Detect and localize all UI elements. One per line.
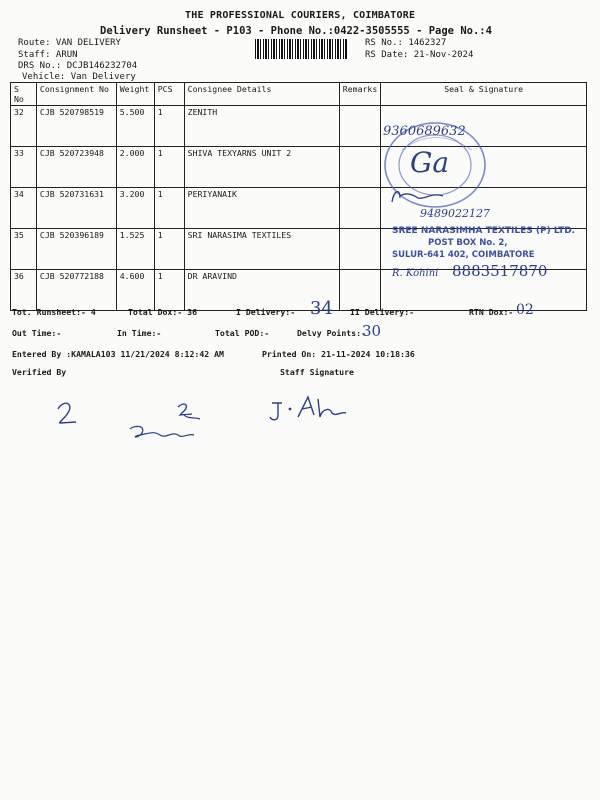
cell-consignee: SHIVA TEXYARNS UNIT 2 bbox=[184, 147, 339, 188]
total-runsheet: Tot. Runsheet:- 4 bbox=[12, 307, 96, 317]
handwritten-signature-row34 bbox=[388, 186, 448, 208]
rtn-dox-label: RTN Dox:- bbox=[469, 307, 514, 317]
cell-pcs: 1 bbox=[154, 106, 184, 147]
total-dox: Total Dox:- 36 bbox=[128, 307, 198, 317]
cell-consignment: CJB 520798519 bbox=[36, 106, 116, 147]
col-header-consignee: Consignee Details bbox=[184, 83, 339, 106]
cell-consignee: SRI NARASIMA TEXTILES bbox=[184, 229, 339, 270]
cell-weight: 2.000 bbox=[116, 147, 154, 188]
col-header-weight: Weight bbox=[116, 83, 154, 106]
cell-sno: 33 bbox=[11, 147, 37, 188]
cell-pcs: 1 bbox=[154, 270, 184, 311]
verified-by-label: Verified By bbox=[12, 367, 67, 377]
staff-label: Staff: ARUN bbox=[18, 50, 78, 60]
delvy-points-value: 30 bbox=[362, 322, 382, 340]
company-stamp-line3: SULUR-641 402, COIMBATORE bbox=[392, 250, 535, 260]
ii-delivery-label: II Delivery:- bbox=[350, 307, 415, 317]
rs-date: RS Date: 21-Nov-2024 bbox=[365, 50, 474, 60]
i-delivery-label: I Delivery:- bbox=[236, 307, 296, 317]
cell-weight: 4.600 bbox=[116, 270, 154, 311]
drs-number: DRS No.: DCJB146232704 bbox=[18, 61, 138, 71]
vehicle-label: Vehicle: Van Delivery bbox=[22, 72, 136, 82]
table-header-row bbox=[11, 83, 587, 106]
total-pod-label: Total POD:- bbox=[215, 328, 270, 338]
entered-by: Entered By :KAMALA103 11/21/2024 8:12:42 AM bbox=[12, 349, 224, 359]
handwritten-name-row36: R. Kohini bbox=[392, 268, 439, 279]
printed-on: Printed On: 21-11-2024 10:18:36 bbox=[262, 349, 415, 359]
cell-pcs: 1 bbox=[154, 188, 184, 229]
table-row bbox=[11, 147, 587, 188]
runsheet-subtitle: Delivery Runsheet - P103 - Phone No.:0422-3505555 - Page No.:4 bbox=[100, 25, 492, 37]
barcode-image bbox=[255, 39, 347, 59]
delvy-points-label: Delvy Points:- bbox=[297, 328, 367, 338]
cell-consignment: CJB 520731631 bbox=[36, 188, 116, 229]
col-header-pcs: PCS bbox=[154, 83, 184, 106]
cell-remarks bbox=[339, 229, 381, 270]
cell-consignment: CJB 520723948 bbox=[36, 147, 116, 188]
cell-pcs: 1 bbox=[154, 147, 184, 188]
col-header-consignment: Consignment No bbox=[36, 83, 116, 106]
company-stamp-line1: SREE NARASIMHA TEXTILES (P) LTD. bbox=[392, 226, 576, 236]
route-label: Route: VAN DELIVERY bbox=[18, 38, 121, 48]
cell-consignee: DR ARAVIND bbox=[184, 270, 339, 311]
cell-weight: 3.200 bbox=[116, 188, 154, 229]
handwritten-phone-row32: 9360689632 bbox=[383, 124, 466, 139]
in-time-label: In Time:- bbox=[117, 328, 162, 338]
cell-pcs: 1 bbox=[154, 229, 184, 270]
company-stamp-line2: POST BOX No. 2, bbox=[428, 238, 508, 248]
cell-consignment: CJB 520396189 bbox=[36, 229, 116, 270]
cell-sno: 32 bbox=[11, 106, 37, 147]
col-header-seal-signature: Seal & Signature bbox=[381, 83, 587, 106]
staff-signature-label: Staff Signature bbox=[280, 367, 354, 377]
cell-consignee: PERIYANAIK bbox=[184, 188, 339, 229]
cell-consignment: CJB 520772188 bbox=[36, 270, 116, 311]
handwritten-phone-row36: 8883517870 bbox=[452, 262, 548, 280]
cell-weight: 1.525 bbox=[116, 229, 154, 270]
cell-consignee: ZENITH bbox=[184, 106, 339, 147]
cell-sno: 34 bbox=[11, 188, 37, 229]
cell-remarks bbox=[339, 106, 381, 147]
handwritten-signatures bbox=[50, 395, 410, 450]
out-time-label: Out Time:- bbox=[12, 328, 62, 338]
rs-number: RS No.: 1462327 bbox=[365, 38, 447, 48]
cell-sno: 35 bbox=[11, 229, 37, 270]
col-header-sno: S No bbox=[11, 83, 37, 106]
cell-weight: 5.500 bbox=[116, 106, 154, 147]
handwritten-signature-row33: Ga bbox=[410, 146, 450, 179]
cell-remarks bbox=[339, 188, 381, 229]
col-header-remarks: Remarks bbox=[339, 83, 381, 106]
cell-remarks bbox=[339, 270, 381, 311]
i-delivery-value: 34 bbox=[310, 298, 333, 319]
table-row bbox=[11, 188, 587, 229]
handwritten-phone-row34: 9489022127 bbox=[420, 207, 490, 220]
cell-sno: 36 bbox=[11, 270, 37, 311]
table-row bbox=[11, 106, 587, 147]
cell-remarks bbox=[339, 147, 381, 188]
company-name: THE PROFESSIONAL COURIERS, COIMBATORE bbox=[185, 10, 416, 21]
rtn-dox-value: 02 bbox=[516, 302, 534, 318]
